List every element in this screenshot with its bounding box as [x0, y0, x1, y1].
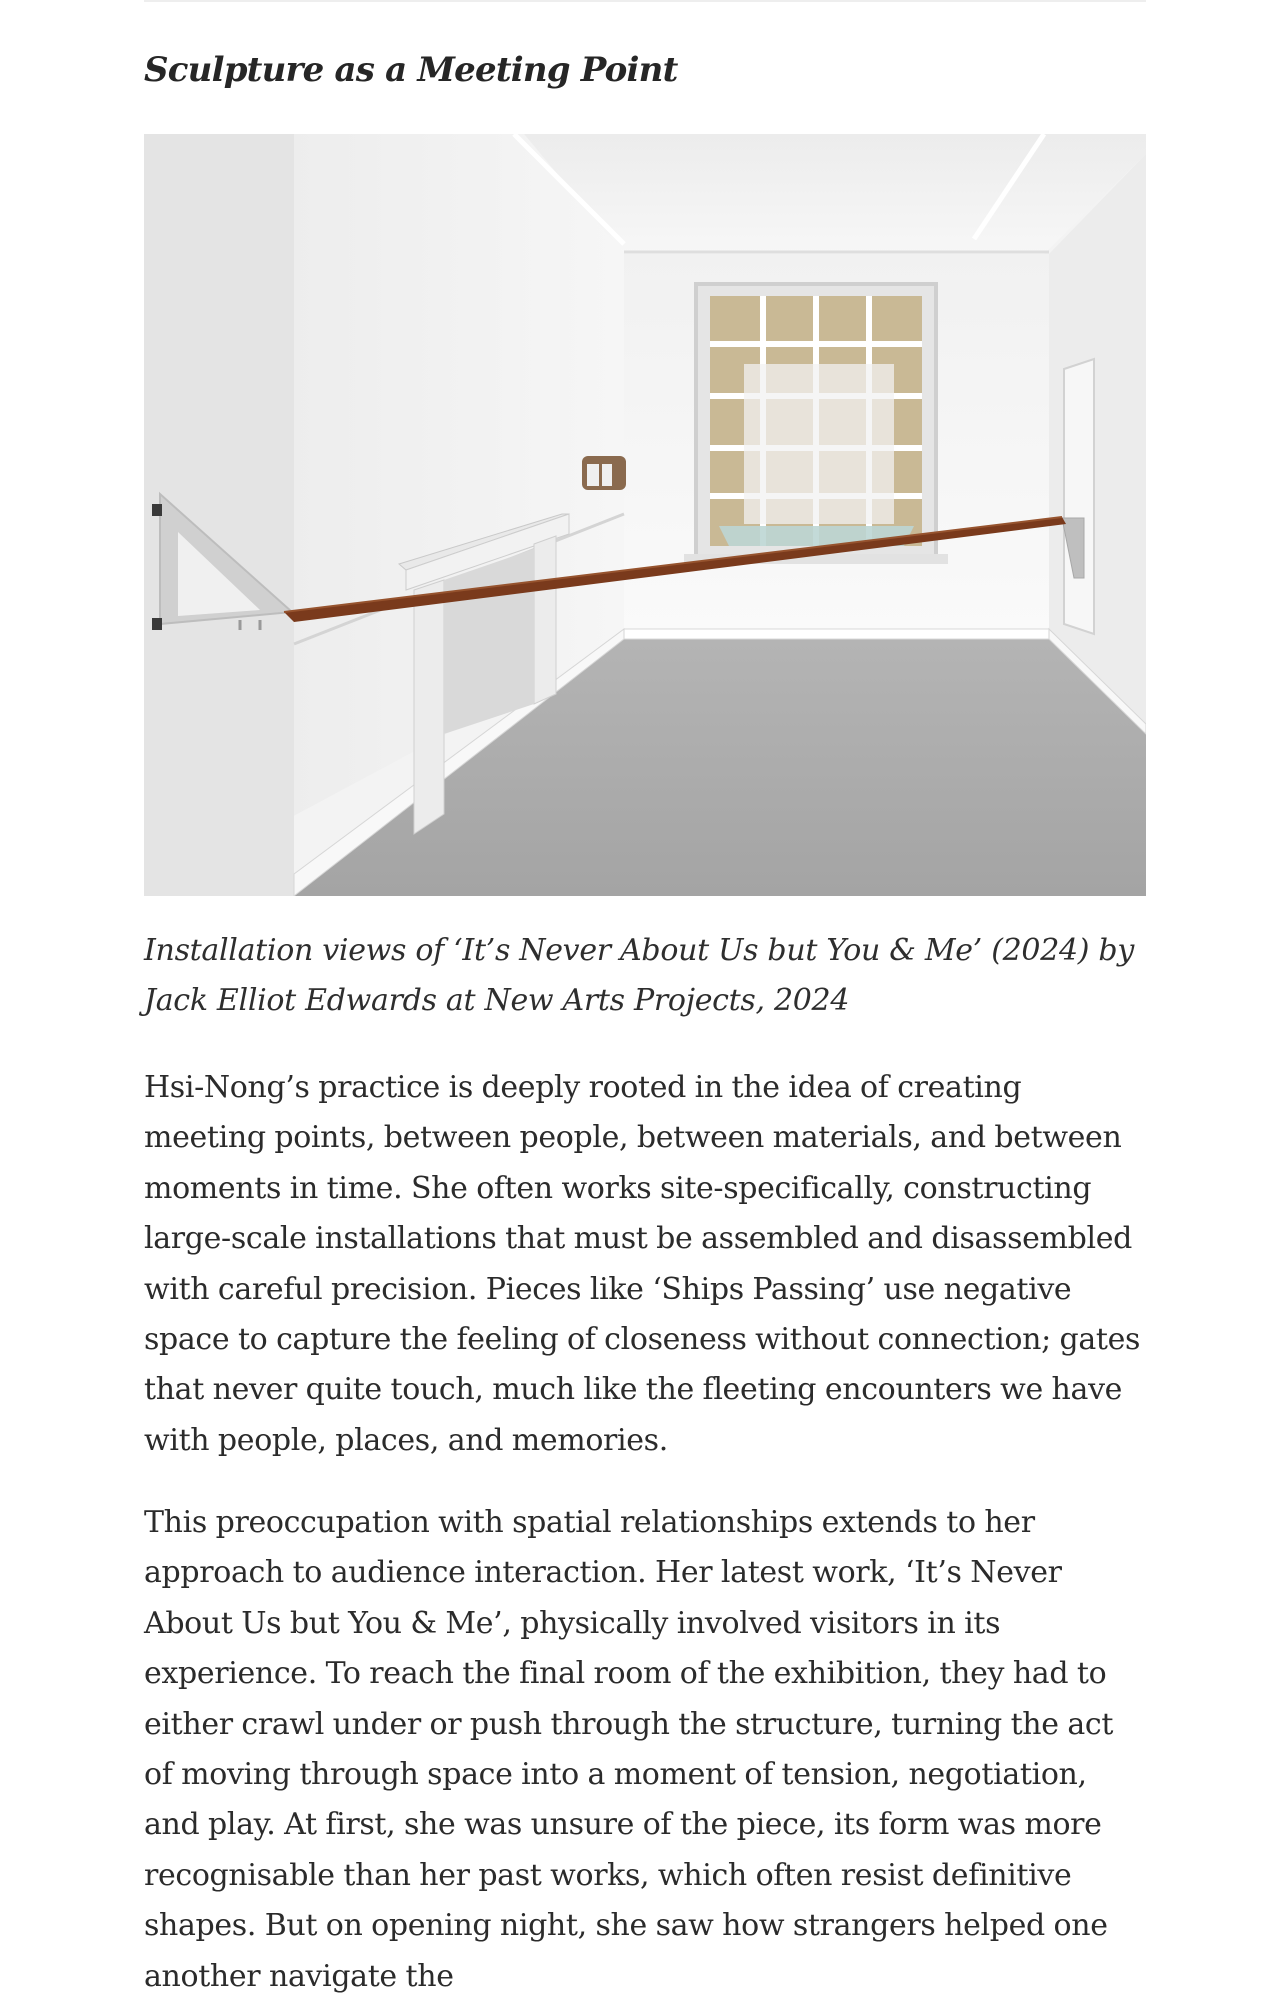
- gallery-installation-photo-icon: [144, 134, 1146, 896]
- body-paragraph-1: Hsi-Nong’s practice is deeply rooted in the idea of creating meeting points, between people, between materials, and between moments in time. She often works site-specifically, constructing large-scale installations that must be assembled and disassembled with careful precision. Pieces like ‘Ships Passing’ use negative space to capture the feeling of closeness without connection; gates that never quite touch, much like the fleeting encounters we have with people, places, and memories.: [144, 1070, 1141, 1458]
- figure-caption: Installation views of ‘It’s Never About Us but You & Me’ (2024) by Jack Elliot Edwards at New Arts Projects, 2024: [144, 933, 1134, 1018]
- installation-photo: [144, 134, 1146, 896]
- top-divider: [144, 0, 1146, 2]
- section-heading: Sculpture as a Meeting Point: [144, 50, 678, 90]
- body-paragraph-2: This preoccupation with spatial relationships extends to her approach to audience interaction. Her latest work, ‘It’s Never About Us but You & Me’, physically involved visitors in its experience. To reach the final room of the exhibition, they had to either crawl under or push through the structure, turning the act of moving through space into a moment of tension, negotiation, and play. At first, she was unsure of the piece, its form was more recognisable than her past works, which often resist definitive shapes. But on opening night, she saw how strangers helped one another navigate the: [144, 1505, 1114, 1994]
